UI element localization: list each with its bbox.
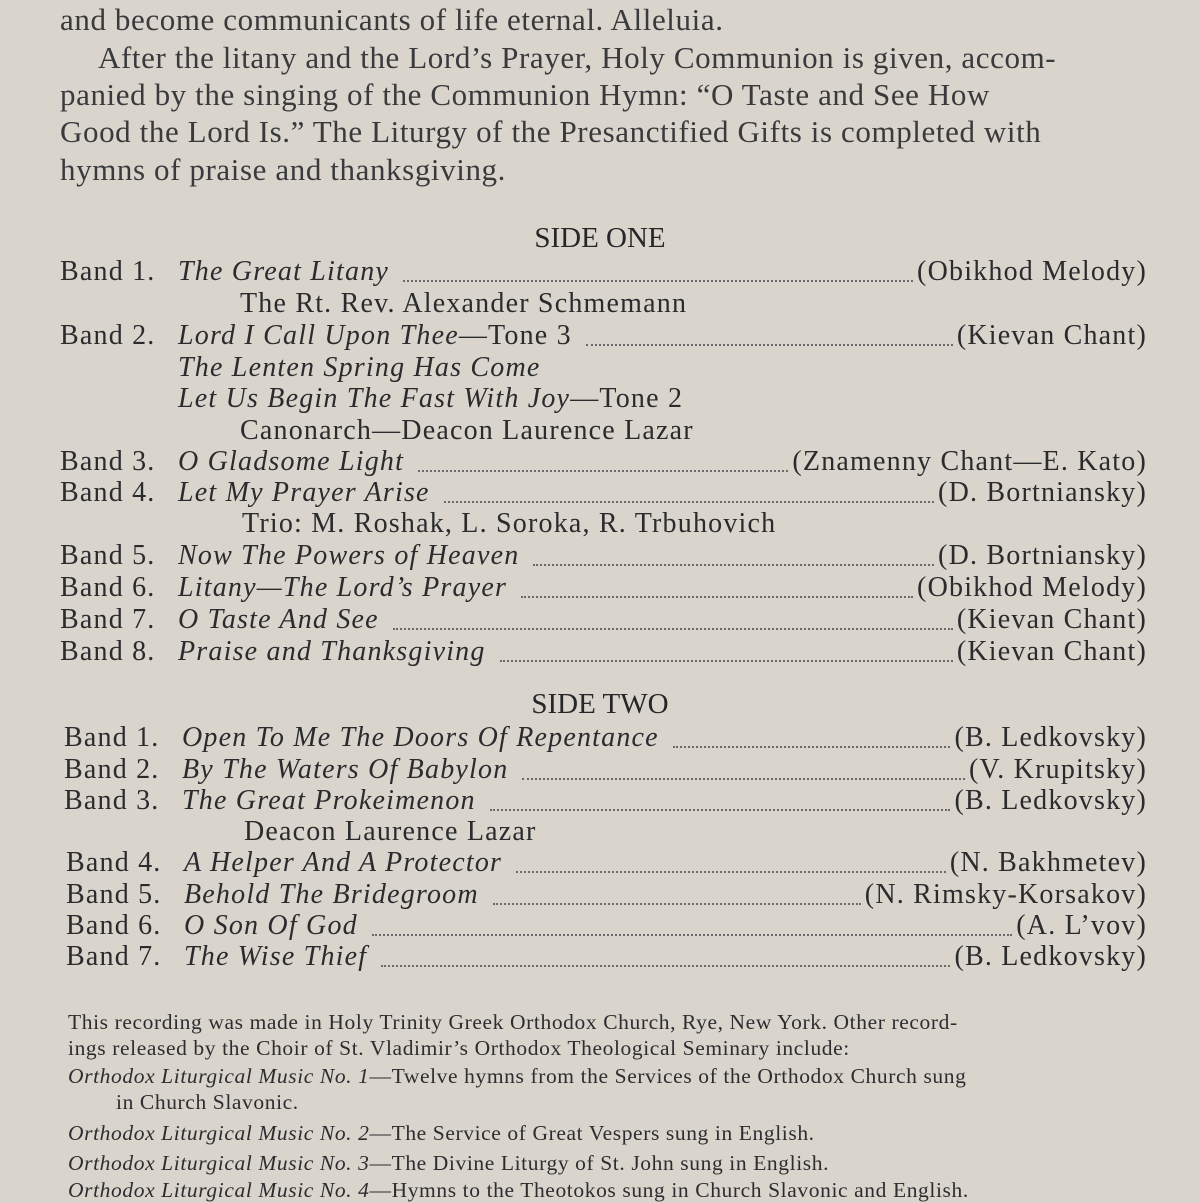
band-number: Band 3. bbox=[60, 446, 156, 477]
track-credit: (B. Ledkovsky) bbox=[954, 722, 1147, 753]
track-row bbox=[64, 722, 1147, 754]
track-credit: (Obikhod Melody) bbox=[917, 572, 1147, 603]
dot-leader bbox=[521, 594, 913, 598]
track-row bbox=[60, 320, 1147, 352]
band-number: Band 5. bbox=[60, 540, 156, 571]
track-title: Now The Powers of Heaven bbox=[178, 540, 520, 571]
side-one-heading: SIDE ONE bbox=[534, 222, 666, 254]
dot-leader bbox=[393, 626, 953, 630]
track-performer: Trio: M. Roshak, L. Soroka, R. Trbuhovich bbox=[242, 508, 777, 539]
band-number: Band 2. bbox=[60, 320, 156, 351]
track-credit: (Kievan Chant) bbox=[956, 604, 1147, 635]
release-item bbox=[68, 1064, 966, 1089]
release-item bbox=[68, 1121, 815, 1146]
band-number: Band 7. bbox=[60, 604, 156, 635]
track-row bbox=[66, 941, 1147, 973]
track-row bbox=[60, 477, 1147, 509]
recording-note: ings released by the Choir of St. Vladimir’s Orthodox Theological Seminary include: bbox=[68, 1036, 850, 1060]
track-title: The Wise Thief bbox=[184, 941, 368, 972]
track-title: Let My Prayer Arise bbox=[178, 477, 430, 508]
band-number: Band 3. bbox=[64, 785, 160, 816]
dot-leader bbox=[586, 342, 953, 346]
track-row bbox=[64, 754, 1147, 786]
track-credit: (B. Ledkovsky) bbox=[954, 785, 1147, 816]
intro-line: After the litany and the Lord’s Prayer, Holy Communion is given, accom- bbox=[98, 40, 1057, 75]
track-credit: (B. Ledkovsky) bbox=[954, 941, 1147, 972]
release-title: Orthodox Liturgical Music No. 4 bbox=[68, 1178, 370, 1202]
track-title: The Great Prokeimenon bbox=[182, 785, 476, 816]
band-number: Band 5. bbox=[66, 879, 162, 910]
dot-leader bbox=[493, 901, 861, 905]
band-number: Band 4. bbox=[66, 847, 162, 878]
track-row bbox=[60, 572, 1147, 604]
band-number: Band 2. bbox=[64, 754, 160, 785]
release-description-cont: in Church Slavonic. bbox=[116, 1090, 299, 1114]
recording-note: This recording was made in Holy Trinity Greek Orthodox Church, Rye, New York. Other record- bbox=[68, 1010, 958, 1034]
release-item bbox=[68, 1178, 969, 1203]
track-title: A Helper And A Protector bbox=[184, 847, 503, 878]
track-title: By The Waters Of Babylon bbox=[182, 754, 509, 785]
dot-leader bbox=[533, 562, 934, 566]
track-credit: (Kievan Chant) bbox=[956, 636, 1147, 667]
band-number: Band 1. bbox=[64, 722, 160, 753]
dot-leader bbox=[418, 468, 788, 472]
band-number: Band 6. bbox=[60, 572, 156, 603]
release-title: Orthodox Liturgical Music No. 2 bbox=[68, 1121, 370, 1145]
track-subtitle: Let Us Begin The Fast With Joy bbox=[178, 383, 571, 414]
track-credit: (Obikhod Melody) bbox=[917, 256, 1147, 287]
band-number: Band 1. bbox=[60, 256, 156, 287]
release-description: —Twelve hymns from the Services of the Orthodox Church sung bbox=[369, 1064, 967, 1088]
band-number: Band 8. bbox=[60, 636, 156, 667]
track-row bbox=[66, 910, 1147, 942]
track-title: O Gladsome Light bbox=[178, 446, 405, 477]
band-number: Band 4. bbox=[60, 477, 156, 508]
dot-leader bbox=[403, 278, 913, 282]
side-two-heading: SIDE TWO bbox=[531, 688, 669, 720]
dot-leader bbox=[490, 807, 951, 811]
track-row bbox=[66, 847, 1147, 879]
release-description: —The Divine Liturgy of St. John sung in English. bbox=[369, 1151, 830, 1175]
track-title: Open To Me The Doors Of Repentance bbox=[182, 722, 659, 753]
dot-leader bbox=[522, 776, 965, 780]
track-credit: (D. Bortniansky) bbox=[938, 477, 1147, 508]
track-row bbox=[60, 604, 1147, 636]
track-credit: (Kievan Chant) bbox=[956, 320, 1147, 351]
intro-line: and become communicants of life eternal. Alleluia. bbox=[60, 2, 724, 37]
track-subtitle-row bbox=[178, 383, 683, 415]
track-row bbox=[66, 879, 1147, 911]
track-title: Praise and Thanksgiving bbox=[178, 636, 486, 667]
track-title: O Son Of God bbox=[184, 910, 358, 941]
track-row bbox=[64, 785, 1147, 817]
band-number: Band 7. bbox=[66, 941, 162, 972]
band-number: Band 6. bbox=[66, 910, 162, 941]
release-description: —Hymns to the Theotokos sung in Church Slavonic and English. bbox=[369, 1178, 969, 1202]
track-row bbox=[60, 256, 1147, 288]
track-performer: Deacon Laurence Lazar bbox=[244, 816, 537, 847]
intro-line: hymns of praise and thanksgiving. bbox=[60, 152, 506, 187]
track-title: Lord I Call Upon Thee bbox=[178, 320, 459, 351]
track-performer: The Rt. Rev. Alexander Schmemann bbox=[240, 288, 688, 319]
release-title: Orthodox Liturgical Music No. 3 bbox=[68, 1151, 370, 1175]
release-description: —The Service of Great Vespers sung in English. bbox=[369, 1121, 815, 1145]
track-row bbox=[60, 540, 1147, 572]
intro-line: Good the Lord Is.” The Liturgy of the Presanctified Gifts is completed with bbox=[60, 114, 1042, 149]
dot-leader bbox=[500, 658, 953, 662]
dot-leader bbox=[444, 499, 934, 503]
track-title: Behold The Bridegroom bbox=[184, 879, 479, 910]
track-row bbox=[60, 446, 1147, 478]
track-tone: —Tone 2 bbox=[570, 383, 684, 414]
track-credit: (N. Rimsky-Korsakov) bbox=[864, 879, 1147, 910]
track-tone: —Tone 3 bbox=[458, 320, 572, 351]
dot-leader bbox=[673, 744, 951, 748]
track-performer: Canonarch—Deacon Laurence Lazar bbox=[240, 415, 694, 446]
track-row bbox=[60, 636, 1147, 668]
track-credit: (A. L’vov) bbox=[1016, 910, 1147, 941]
release-title: Orthodox Liturgical Music No. 1 bbox=[68, 1064, 370, 1088]
track-credit: (V. Krupitsky) bbox=[968, 754, 1147, 785]
track-title: Litany—The Lord’s Prayer bbox=[178, 572, 508, 603]
track-credit: (N. Bakhmetev) bbox=[949, 847, 1147, 878]
intro-line: panied by the singing of the Communion Hymn: “O Taste and See How bbox=[60, 77, 990, 112]
track-credit: (D. Bortniansky) bbox=[938, 540, 1147, 571]
track-title: O Taste And See bbox=[178, 604, 379, 635]
dot-leader bbox=[372, 932, 1012, 936]
release-item bbox=[68, 1151, 829, 1176]
track-title: The Great Litany bbox=[178, 256, 390, 287]
dot-leader bbox=[381, 963, 950, 967]
dot-leader bbox=[516, 869, 946, 873]
track-subtitle: The Lenten Spring Has Come bbox=[178, 352, 541, 383]
track-credit: (Znamenny Chant—E. Kato) bbox=[792, 446, 1147, 477]
